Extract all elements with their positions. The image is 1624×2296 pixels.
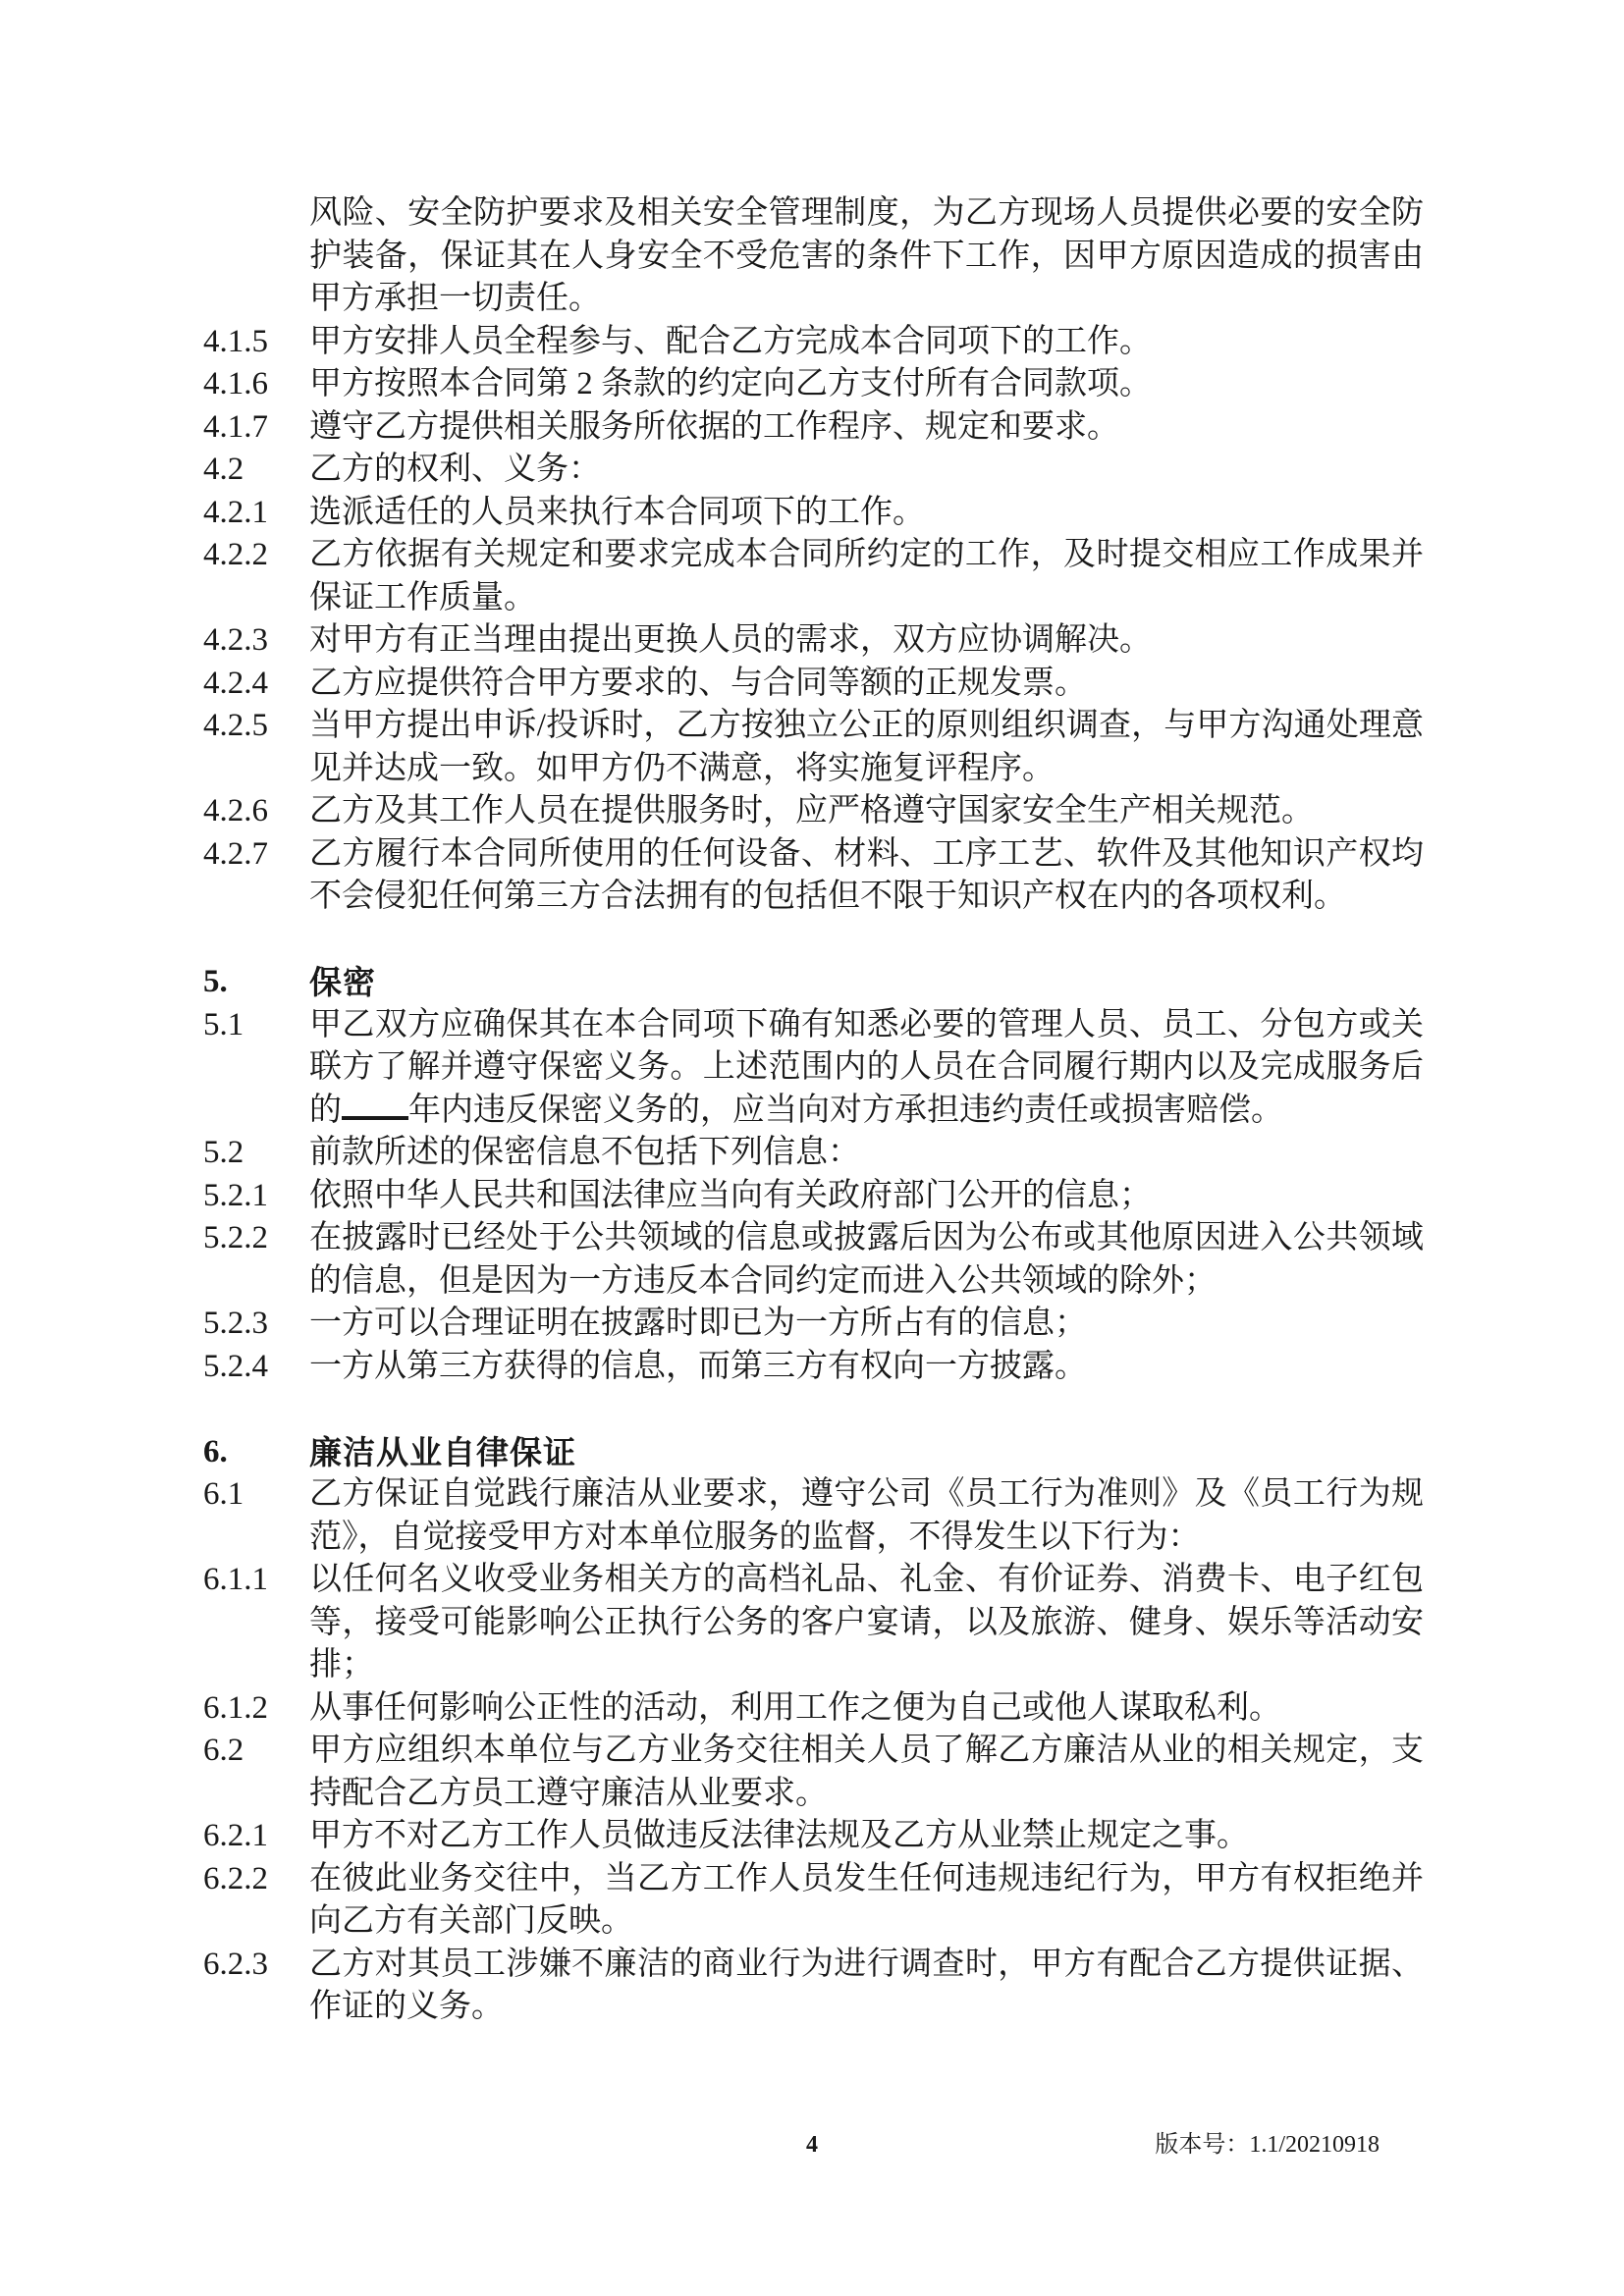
clause-text	[309, 1175, 1424, 1218]
section-heading	[203, 1431, 1424, 1474]
clause-text-content: 乙方及其工作人员在提供服务时，应严格遵守国家安全生产相关规范。	[309, 793, 1314, 828]
clause-number: 6.2	[203, 1733, 244, 1768]
clause-number: 6.2.3	[203, 1946, 268, 1982]
clause-number: 5.	[203, 964, 228, 999]
clause-text	[309, 406, 1424, 450]
clause-number: 4.2.7	[203, 835, 268, 872]
clause-number: 6.1	[203, 1476, 244, 1512]
clause-text	[309, 1687, 1424, 1731]
clause-number: 4.1.6	[203, 366, 268, 401]
clause-text-content: 在彼此业务交往中，当乙方工作人员发生任何违规违纪行为，甲方有权拒绝并向乙方有关部门反映。	[309, 1860, 1424, 1939]
clause-text	[309, 1217, 1424, 1303]
clause-text	[309, 363, 1424, 406]
clause-text-before-blank: 甲乙双方应确保其在本合同项下确有知悉必要的管理人员、员工、分包方或关联方了解并遵守保密义务。上述范围内的人员在合同履行期内以及完成服务后的	[309, 1006, 1424, 1128]
clause-text-content: 以任何名义收受业务相关方的高档礼品、礼金、有价证券、消费卡、电子红包等，接受可能影响公正执行公务的客户宴请，以及旅游、健身、娱乐等活动安排；	[309, 1562, 1424, 1682]
clause-number: 5.2.3	[203, 1306, 268, 1341]
clause-text	[309, 492, 1424, 535]
clause-text	[309, 833, 1424, 919]
clause-item	[203, 663, 1424, 706]
clause-text	[309, 790, 1424, 833]
clause-text	[309, 1944, 1424, 2029]
clause-number: 6.1.2	[203, 1689, 268, 1726]
clause-text	[309, 705, 1424, 790]
clause-item	[203, 1175, 1424, 1218]
clause-item	[203, 1346, 1424, 1389]
clause-text	[309, 1004, 1424, 1133]
clause-text	[309, 1431, 1424, 1474]
clause-item	[203, 1132, 1424, 1175]
clause-text	[309, 1730, 1424, 1815]
clause-text-content: 廉洁从业自律保证	[309, 1433, 576, 1470]
clause-item	[203, 363, 1424, 406]
clause-number: 4.2.1	[203, 494, 268, 530]
clause-item	[203, 619, 1424, 663]
page-number: 4	[806, 2132, 818, 2158]
clause-number: 4.2.5	[203, 708, 268, 743]
clause-text	[309, 1559, 1424, 1687]
clause-text	[309, 1132, 1424, 1175]
clause-text-content: 一方可以合理证明在披露时即已为一方所占有的信息；	[309, 1306, 1087, 1341]
clause-number: 6.1.1	[203, 1562, 268, 1597]
clause-text-content: 乙方保证自觉践行廉洁从业要求，遵守公司《员工行为准则》及《员工行为规范》，自觉接受甲方对本单位服务的监督，不得发生以下行为：	[309, 1476, 1424, 1555]
clause-text-content: 甲方不对乙方工作人员做违反法律法规及乙方从业禁止规定之事。	[309, 1818, 1249, 1853]
clause-item	[203, 1473, 1424, 1559]
clause-item	[203, 1730, 1424, 1815]
clause-text	[309, 321, 1424, 364]
clause-item	[203, 1815, 1424, 1858]
clause-item	[203, 1004, 1424, 1133]
clause-number: 4.1.5	[203, 323, 268, 359]
clause-item	[203, 321, 1424, 364]
clause-item	[203, 406, 1424, 450]
clause-text-content: 风险、安全防护要求及相关安全管理制度，为乙方现场人员提供必要的安全防护装备，保证其在人身安全不受危害的条件下工作，因甲方原因造成的损害由甲方承担一切责任。	[309, 195, 1424, 316]
clause-number: 4.2	[203, 452, 244, 487]
version-info	[1155, 2120, 1380, 2169]
clause-number: 4.2.6	[203, 793, 268, 828]
clause-number: 6.	[203, 1433, 228, 1469]
clause-item	[203, 1559, 1424, 1687]
clause-text-content: 保密	[309, 964, 376, 1000]
clause-item	[203, 790, 1424, 833]
clause-item	[203, 1858, 1424, 1944]
clause-text-content: 遵守乙方提供相关服务所依据的工作程序、规定和要求。	[309, 408, 1119, 445]
clause-text	[309, 449, 1424, 492]
clause-text-content: 乙方对其员工涉嫌不廉洁的商业行为进行调查时，甲方有配合乙方提供证据、作证的义务。	[309, 1946, 1424, 2024]
clause-item	[203, 1303, 1424, 1346]
clause-number: 5.2.4	[203, 1348, 268, 1384]
clause-number: 5.1	[203, 1006, 244, 1042]
clause-text-content: 乙方依据有关规定和要求完成本合同所约定的工作，及时提交相应工作成果并保证工作质量。	[309, 537, 1424, 615]
clause-text	[309, 1346, 1424, 1389]
clause-text-content: 前款所述的保密信息不包括下列信息：	[309, 1135, 860, 1170]
clause-item	[203, 449, 1424, 492]
clause-text-content: 在披露时已经处于公共领域的信息或披露后因为公布或其他原因进入公共领域的信息，但是因为一方违反本合同约定而进入公共领域的除外；	[309, 1220, 1424, 1299]
section-heading	[203, 961, 1424, 1004]
clause-number: 6.2.2	[203, 1860, 268, 1896]
clause-number: 5.2.2	[203, 1220, 268, 1255]
clause-text-content: 从事任何影响公正性的活动，利用工作之便为自己或他人谋取私利。	[309, 1689, 1281, 1726]
fill-in-blank-underline	[342, 1112, 408, 1119]
clause-text-content: 一方从第三方获得的信息，而第三方有权向一方披露。	[309, 1348, 1087, 1384]
clause-text	[309, 619, 1424, 663]
clause-item	[203, 705, 1424, 790]
clause-number: 4.1.7	[203, 408, 268, 445]
clause-item	[203, 534, 1424, 619]
clause-text-content: 选派适任的人员来执行本合同项下的工作。	[309, 494, 925, 530]
clause-text	[309, 1473, 1424, 1559]
clause-item	[203, 492, 1424, 535]
page-footer	[0, 2120, 1624, 2169]
clause-text	[309, 1858, 1424, 1944]
clause-text	[309, 534, 1424, 619]
clause-item	[203, 192, 1424, 321]
clause-item	[203, 1944, 1424, 2029]
clause-text	[309, 663, 1424, 706]
clause-text-after-blank: 年内违反保密义务的，应当向对方承担违约责任或损害赔偿。	[408, 1092, 1283, 1128]
clause-number: 5.2	[203, 1135, 244, 1170]
clause-text	[309, 961, 1424, 1004]
clause-item	[203, 833, 1424, 919]
clause-text-content: 当甲方提出申诉/投诉时，乙方按独立公正的原则组织调查，与甲方沟通处理意见并达成一致。如甲方仍不满意，将实施复评程序。	[309, 708, 1424, 786]
clause-number: 6.2.1	[203, 1818, 268, 1853]
clause-number: 4.2.2	[203, 537, 268, 572]
clause-number: 4.2.4	[203, 665, 268, 701]
clause-number: 4.2.3	[203, 622, 268, 658]
version-label: 版本号：	[1155, 2132, 1250, 2158]
clause-text-content: 甲方安排人员全程参与、配合乙方完成本合同项下的工作。	[309, 323, 1152, 359]
clause-text	[309, 1303, 1424, 1346]
clause-item	[203, 1217, 1424, 1303]
clause-text-content: 乙方应提供符合甲方要求的、与合同等额的正规发票。	[309, 665, 1087, 701]
clause-text-content: 依照中华人民共和国法律应当向有关政府部门公开的信息；	[309, 1177, 1152, 1213]
clause-text-content: 乙方的权利、义务：	[309, 452, 601, 487]
clause-text-content: 甲方应组织本单位与乙方业务交往相关人员了解乙方廉洁从业的相关规定，支持配合乙方员工遵守廉洁从业要求。	[309, 1733, 1424, 1811]
clause-item	[203, 1687, 1424, 1731]
clause-text-content: 乙方履行本合同所使用的任何设备、材料、工序工艺、软件及其他知识产权均不会侵犯任何第三方合法拥有的包括但不限于知识产权在内的各项权利。	[309, 835, 1424, 914]
clause-text-content: 对甲方有正当理由提出更换人员的需求，双方应协调解决。	[309, 622, 1152, 658]
clause-list	[203, 192, 1424, 2029]
clause-number: 5.2.1	[203, 1177, 268, 1213]
clause-text	[309, 192, 1424, 321]
version-value: 1.1/20210918	[1249, 2132, 1380, 2158]
clause-text	[309, 1815, 1424, 1858]
clause-text-content: 甲方按照本合同第 2 条款的约定向乙方支付所有合同款项。	[309, 366, 1152, 401]
